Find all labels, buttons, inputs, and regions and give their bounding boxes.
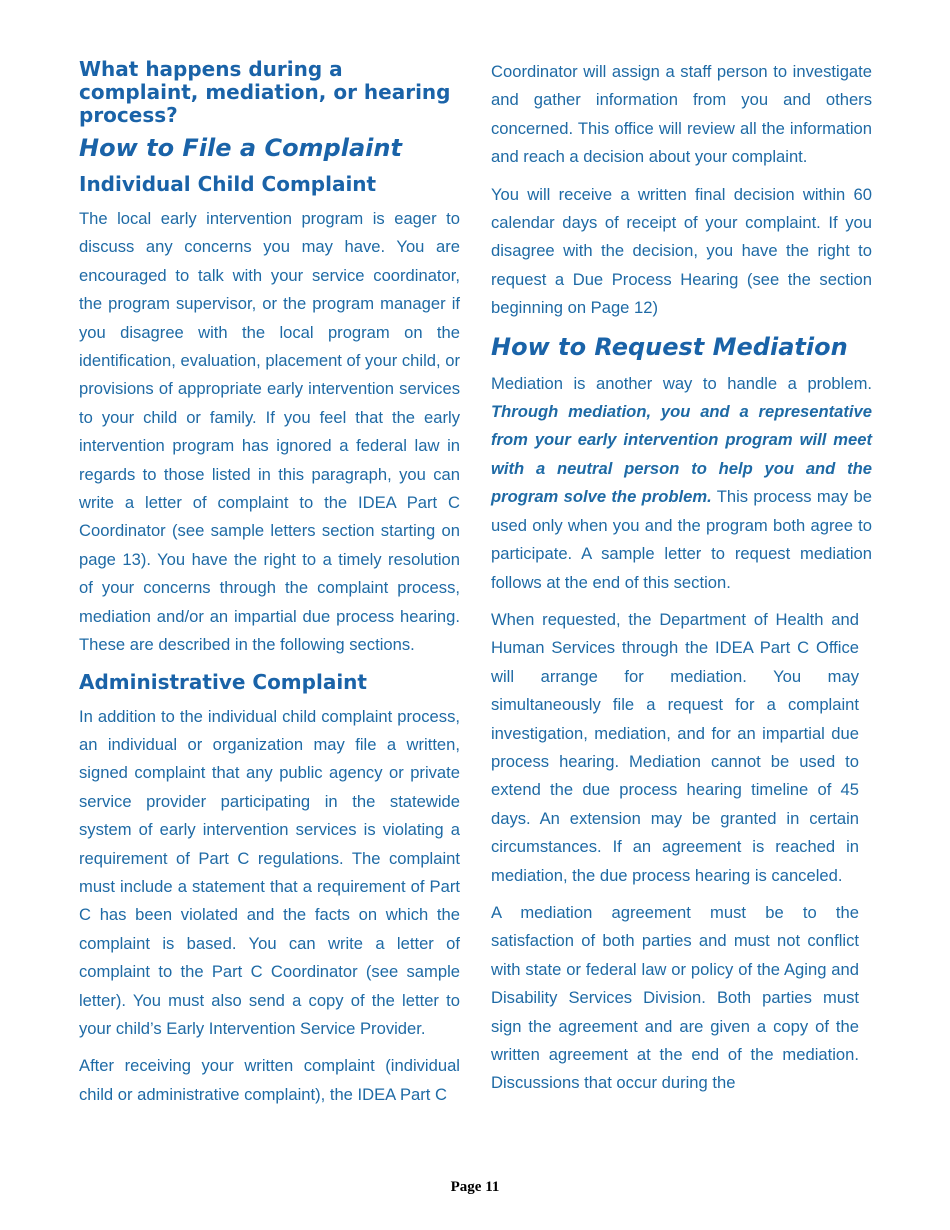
administrative-complaint-heading: Administrative Complaint — [79, 669, 367, 694]
mediation-intro: Mediation is another way to handle a problem. — [491, 373, 872, 393]
left-column — [79, 58, 460, 1118]
file-complaint-heading: How to File a Complaint — [79, 134, 402, 162]
page-number: Page 11 — [450, 1179, 500, 1195]
continued-paragraph: Coordinator will assign a staff person to investigate and gather information from you and others concerned. This office will review all the information and reach a decision about your complaint. — [491, 62, 872, 167]
after-receiving-paragraph: After receiving your written complaint (individual child or administrative complaint), the IDEA Part C — [79, 1056, 460, 1104]
mediation-rest: This process may be used only when you and the program both agree to participate. A sample letter to request mediation follows at the end of this section. — [491, 487, 873, 592]
individual-complaint-heading: Individual Child Complaint — [79, 172, 377, 196]
when-requested-paragraph: When requested, the Department of Health and Human Services through the IDEA Part C Office will arrange for mediation. You may simultaneously file a request for a complaint investigation, mediation, and for an impartial due process hearing. Mediation cannot be used to extend the due process hearing timeline of 45 days. An extension may be granted in certain circumstances. If an agreement is reached in mediation, the due process hearing is canceled. — [491, 609, 859, 885]
final-decision-paragraph: You will receive a written final decision within 60 calendar days of receipt of your complaint. If you disagree with the decision, you have the right to request a Due Process Hearing (see the section beginning on Page 12) — [491, 184, 872, 318]
individual-complaint-paragraph: The local early intervention program is eager to discuss any concerns you may have. You are encouraged to talk with your service coordinator, the program supervisor, or the program manager if you disagree with the local program on the identification, evaluation, placement of your child, or provisions of appropriate early intervention services to your child or family. If you feel that the early intervention program has ignored a federal law in regards to those listed in this paragraph, you can write a letter of complaint to the IDEA Part C Coordinator (see sample letters section starting on page 13). You have the right to a timely resolution of your concerns through the complaint process, mediation and/or an impartial due process hearing. These are described in the following sections. — [79, 209, 460, 655]
mediation-paragraph — [491, 370, 872, 597]
mediation-agreement-paragraph: A mediation agreement must be to the satisfaction of both parties and must not conflict with state or federal law or policy of the Aging and Disability Services Division. Both parties must sign the agreement and are given a copy of the written agreement at the end of the mediation. Discussions that occur during the — [491, 902, 859, 1093]
section-title: What happens during a complaint, mediation, or hearing process? — [79, 57, 451, 127]
right-column — [491, 58, 872, 1107]
mediation-emphasis: Through mediation, you and a representative from your early intervention program will meet with a neutral person to help you and the program solve the problem. — [491, 402, 872, 507]
mediation-heading: How to Request Mediation — [491, 332, 848, 361]
administrative-complaint-paragraph: In addition to the individual child complaint process, an individual or organization may file a written, signed complaint that any public agency or private service provider participating in the statewide system of early intervention services is violating a requirement of Part C regulations. The complaint must include a statement that a requirement of Part C has been violated and the facts on which the complaint is based. You can write a letter of complaint to the Part C Coordinator (see sample letter). You must also send a copy of the letter to your child’s Early Intervention Service Provider. — [79, 706, 460, 1038]
